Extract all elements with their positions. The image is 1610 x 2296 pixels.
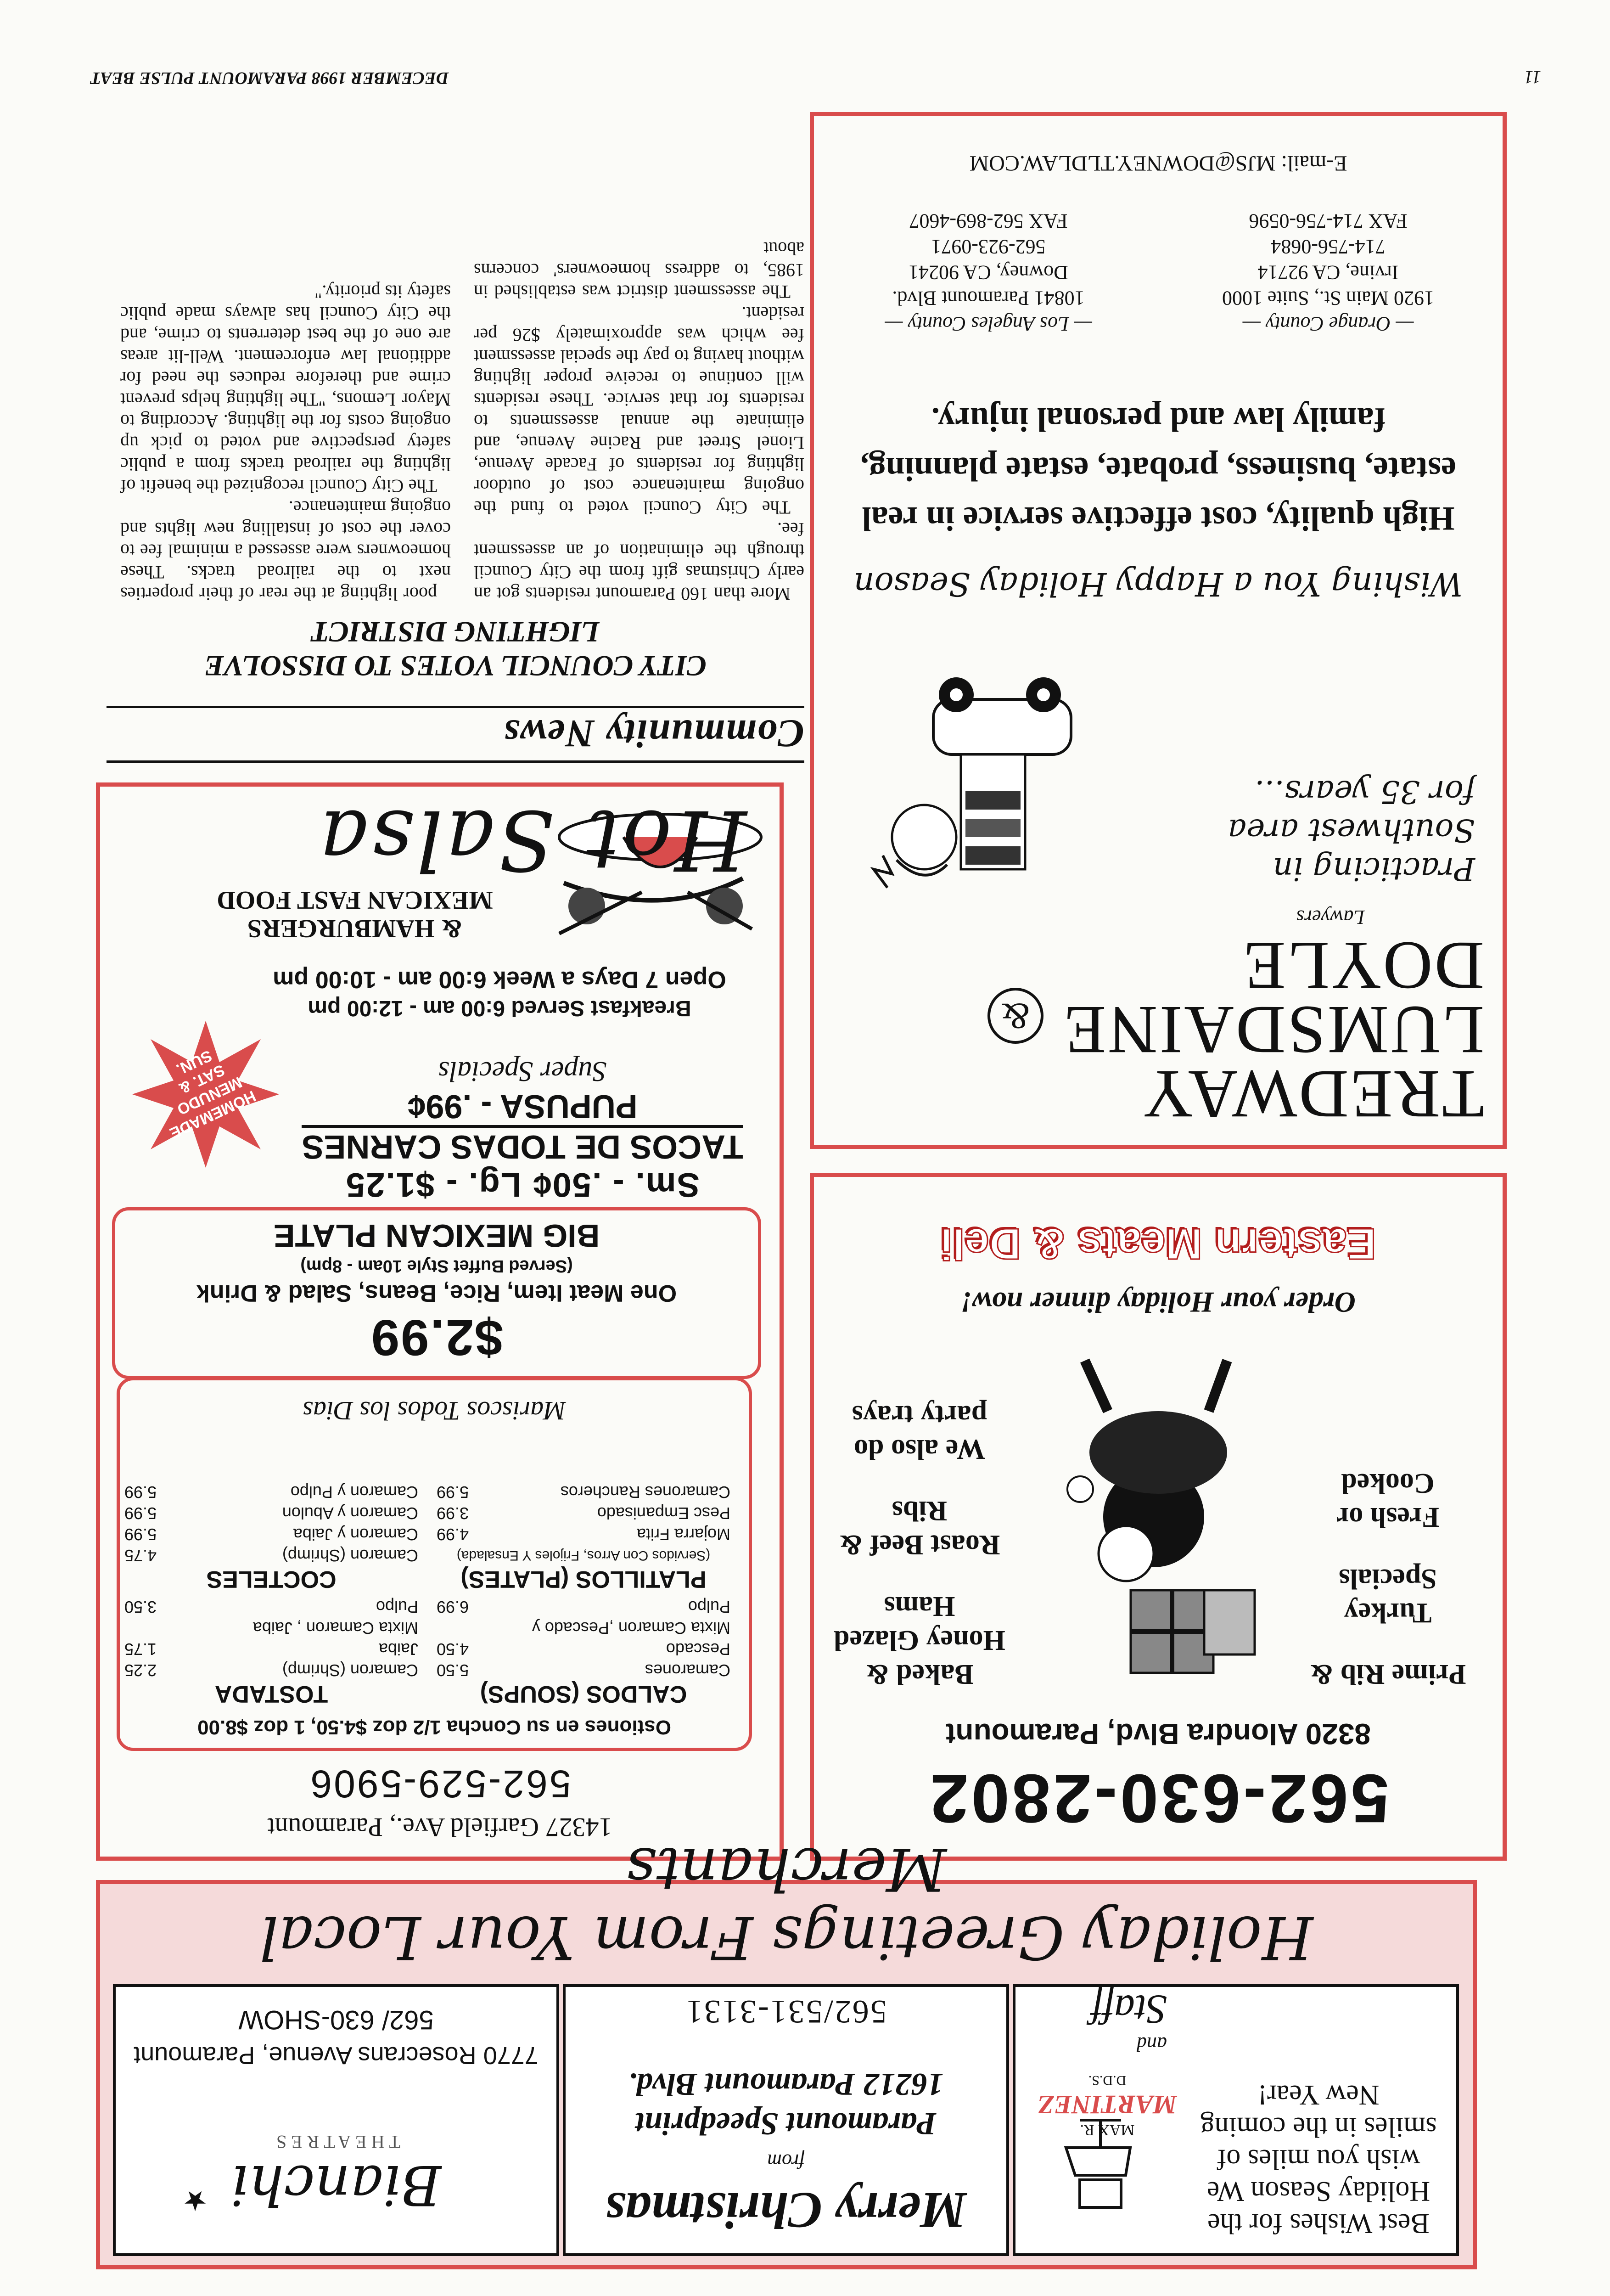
section-heading: Community News: [107, 706, 804, 763]
offer-item: We also do party trays: [852, 1400, 987, 1465]
menu-category: PLATILLOS (PLATES): [460, 1566, 707, 1593]
paragraph: The City Council recognized the benefit of lighting the railroad tracks from a public safety perspective and voted to pick up ongoing costs for the lighting. According to Mayor Lemons, "The lighting helps prevent crime and therefore reduces the need for additional law enforcement. Well-lit areas are one of the best deterrents to crime, and the City Council has always made public safety its priority.": [120, 281, 451, 496]
theatre-phone: 562/ 630-SHOW: [238, 2005, 434, 2035]
hot-salsa-logo: Hot Salsa: [316, 792, 747, 888]
county-name: — Los Angeles County —: [885, 313, 1092, 335]
firm-name-3: DOYLE: [1241, 928, 1484, 1004]
salsa-address: 14327 Garfield Ave., Paramount: [267, 1812, 612, 1842]
menu-category: CALDOS (SOUPS): [480, 1681, 687, 1707]
street-address: 10841 Paramount Blvd.: [892, 287, 1085, 310]
dentist-credential: D.D.S.: [1088, 2073, 1127, 2088]
merry-christmas: Merry Christmas: [605, 2182, 967, 2239]
deli-address: 8320 Alondra Blvd, Paramount: [946, 1717, 1371, 1750]
fax-number: FAX 562-869-4607: [909, 210, 1068, 232]
county-name: — Orange County —: [1242, 313, 1414, 335]
menudo-burst: [132, 1021, 279, 1168]
holiday-wish: Wishing You a Happy Holiday Season: [853, 565, 1463, 603]
salsa-tagline: & HAMBURGERS MEXICAN FAST FOOD: [217, 886, 493, 943]
offer-item: Fresh or Cooked: [1336, 1468, 1440, 1533]
deli-name: Eastern Meats & Deli: [940, 1219, 1376, 1268]
menu-category: COCTELES: [206, 1566, 337, 1593]
article-column-2: [120, 281, 451, 605]
los-angeles-county-office: [841, 208, 1135, 337]
speedprint-name: Paramount Speedprint 16212 Paramount Blvd.: [628, 2066, 944, 2141]
menu-item: Pulpo 6.99: [437, 1598, 730, 1616]
menu-item: Camarones 5.50: [437, 1661, 730, 1680]
menu-item: Camaron (Shrimp) 2.25: [124, 1661, 418, 1680]
paragraph: More than 160 Paramount residents got an early Christmas gift from the City Council through the elimination of an assessment fee.: [474, 519, 804, 604]
dentist-name: MARTINEZ: [1038, 2090, 1177, 2120]
big-plate-price: $2.99: [370, 1309, 504, 1366]
menu-item: Camarones Rancheros 5.99: [437, 1483, 730, 1502]
menu-item: Camaron y Jaiba 5.99: [124, 1525, 418, 1544]
mariscos-heading: Mariscos Todos los Dias: [303, 1396, 566, 1426]
ostiones-line: Ostiones en su Concha 1/2 doz $4.50, 1 doz $8.00: [197, 1716, 671, 1739]
article-headline: [107, 615, 804, 683]
salsa-phone: 562-529-5906: [309, 1762, 571, 1806]
orange-county-office: [1181, 208, 1475, 337]
staff-label: Staff: [1091, 1986, 1167, 2032]
fax-number: FAX 714-756-0596: [1249, 210, 1408, 232]
lawyers-label: Lawyers: [1296, 906, 1365, 929]
firm-name-2: LUMSDAINE: [1062, 992, 1484, 1068]
band-greeting: Holiday Greetings From Your Local Merchants: [259, 1835, 1313, 1971]
theatre-logo: [116, 2097, 556, 2226]
star-icon: ★: [183, 2185, 208, 2216]
firm-name: [1025, 928, 1484, 1132]
theatre-greeting: [113, 1984, 559, 2256]
theatre-sub: THEATRES: [272, 2132, 400, 2152]
santa-gifts-icon: [1025, 1333, 1282, 1710]
dentist-message: Best Wishes for the Holiday Season We wish you miles of smiles in the coming New Year!: [1200, 2079, 1437, 2239]
big-plate-title: BIG MEXICAN PLATE: [273, 1218, 600, 1254]
speedprint-greeting: [563, 1984, 1009, 2256]
deli-ad: [810, 1173, 1507, 1861]
and-label: and: [1137, 2033, 1167, 2055]
menu-column-right: [124, 1481, 418, 1711]
deli-offer-right: [832, 1371, 1007, 1691]
hot-salsa-ad: [96, 782, 784, 1861]
theatre-address: 7770 Rosecrans Avenue, Paramount: [134, 2042, 539, 2069]
big-plate-includes: One Meat Item, Rice, Beans, Salad & Drink: [196, 1280, 677, 1306]
super-specials: [293, 1055, 752, 1204]
page-number: 11: [1524, 67, 1541, 88]
menu-item: Camaron y Abulon 5.99: [124, 1504, 418, 1523]
city-state: Downey, CA 90241: [909, 261, 1068, 284]
menudo-text: HOMEMADE MENUDO SAT. & SUN.: [167, 1047, 258, 1142]
headline-line-2: LIGHTING DISTRICT: [311, 616, 600, 648]
menu-item: Pulpo 3.50: [124, 1598, 418, 1616]
open-hours: Open 7 Days a Week 6:00 am - 10:00 pm: [273, 966, 726, 993]
menu-item: Mixta Camaron , Jaiba: [252, 1619, 418, 1638]
speedprint-phone: 562/531-3131: [685, 1993, 887, 2030]
city-state: Irvine, CA 92714: [1257, 261, 1399, 284]
menu-item: Jaiba 1.75: [124, 1640, 418, 1659]
article-column-1: [474, 238, 804, 605]
deli-phone: 562-630-2802: [927, 1760, 1390, 1837]
tacos-price: Sm. - .50¢ Lg. - $1.25: [345, 1166, 700, 1204]
community-news-article: [107, 107, 804, 763]
email-address: E-mail: MJS@DOWNEY.TLDLAW.COM: [969, 151, 1347, 175]
theatre-script: Bianchi: [230, 2153, 442, 2217]
menu-item: Camaron (Shrimp) 4.75: [124, 1546, 418, 1565]
dentist-small-name: MAX R.: [1080, 2122, 1135, 2138]
law-firm-ad: [810, 112, 1507, 1149]
menu-item: Pescado 4.50: [437, 1640, 730, 1659]
menu-item: Camaron y Pulpo 5.99: [124, 1483, 418, 1502]
menu-item: Mixta Camaron ,Pescado y: [532, 1619, 730, 1638]
offer-item: Turkey Specials: [1339, 1563, 1437, 1628]
offer-item: Roast Beef & Ribs: [839, 1495, 1000, 1560]
pupusa-special: PUPUSA - .99¢: [407, 1088, 638, 1125]
paragraph: The City Council voted to fund the ongoing maintenance cost of outdoor lighting for residents of Facade Avenue, Lionel Street and Racine Avenue, and eliminate the annual assessments to residents for that service. These residents will continue to receive proper lighting without having to pay the special assessment fee which was approximately $26 per resident.: [474, 303, 804, 518]
phone-number: 562-923-0971: [931, 236, 1046, 258]
tacos-title: TACOS DE TODAS CARNES: [302, 1125, 743, 1165]
menu-note: (Servidos Con Arros, Frijoles Y Ensalada): [456, 1548, 711, 1563]
paragraph: The assessment district was established in 1985, to address homeowners' concerns about: [474, 238, 804, 302]
menu-item: Mojarra Frita 4.99: [437, 1525, 730, 1544]
seafood-menu: [117, 1377, 752, 1751]
buffet-hours: (Served Buffet Style 10am - 8pm): [300, 1256, 573, 1276]
big-plate-box: [112, 1207, 761, 1379]
firm-name-1: TREDWAY: [1141, 1056, 1484, 1132]
order-callout: Order your Holiday dinner now!: [960, 1286, 1356, 1319]
paragraph: poor lighting at the rear of their properties next to the railroad tracks. These homeowners were assessed a minimal fee to cover the cost of installing new lights and ongoing maintenance.: [120, 497, 451, 604]
ampersand-seal: &: [987, 988, 1043, 1044]
running-head: [90, 56, 1541, 97]
headline-line-1: CITY COUNCIL VOTES TO DISSOLVE: [204, 650, 707, 682]
street-address: 1920 Main St., Suite 1000: [1222, 287, 1435, 310]
menu-item: Pesc Empanisado 3.99: [437, 1504, 730, 1523]
offer-item: Prime Rib &: [1309, 1659, 1466, 1690]
phone-number: 714-756-0684: [1271, 236, 1386, 258]
from-label: from: [767, 2150, 805, 2172]
issue-date: DECEMBER 1998 PARAMOUNT PULSE BEAT: [90, 68, 449, 88]
specials-heading: Super Specials: [438, 1056, 607, 1087]
santa-car-cartoon-icon: [832, 621, 1163, 906]
menu-column-left: [437, 1481, 730, 1711]
practice-tagline: Practicing in Southwest area for 35 years...: [1228, 773, 1475, 887]
dentist-greeting: [1013, 1984, 1459, 2256]
offer-item: Baked & Honey Glazed Hams: [834, 1591, 1005, 1690]
menu-category: TOSTADA: [214, 1681, 328, 1707]
service-description: High quality, cost effective service in real estate, business, probate, estate planning, family law and personal injury.: [860, 400, 1456, 537]
breakfast-hours: Breakfast Served 6:00 am - 12:00 pm: [308, 996, 691, 1020]
deli-offer-left: [1301, 1439, 1475, 1691]
holiday-greetings-band: [96, 1835, 1477, 2269]
